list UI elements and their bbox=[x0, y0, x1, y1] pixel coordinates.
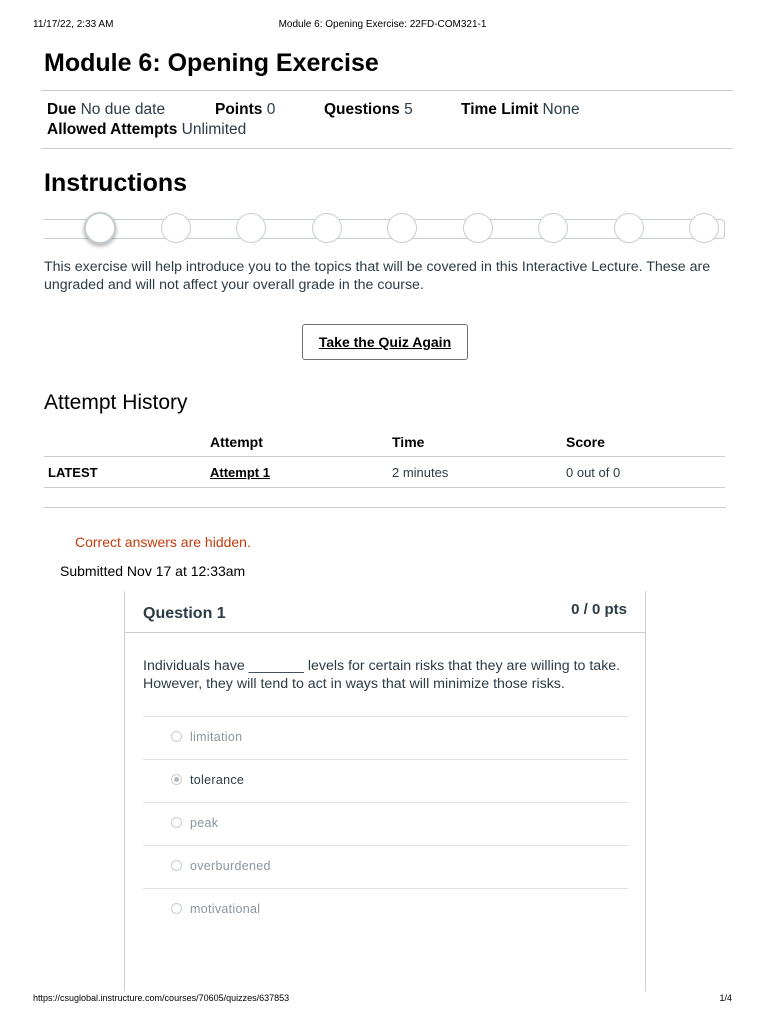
print-url: https://csuglobal.instructure.com/courses/70605/quizzes/637853 bbox=[33, 993, 290, 1003]
print-page-number: 1/4 bbox=[719, 993, 732, 1003]
answer-option[interactable] bbox=[143, 845, 628, 888]
answer-label: limitation bbox=[190, 730, 243, 744]
column-header-score: Score bbox=[566, 427, 725, 457]
attempt-history-heading: Attempt History bbox=[44, 391, 188, 414]
progress-step[interactable] bbox=[84, 212, 116, 244]
answer-label: motivational bbox=[190, 902, 261, 916]
radio-button[interactable] bbox=[171, 860, 182, 871]
time-limit-label: Time Limit bbox=[461, 101, 539, 118]
attempts-label: Allowed Attempts bbox=[47, 121, 178, 138]
answers-hidden-notice: Correct answers are hidden. bbox=[75, 534, 251, 550]
answer-label: overburdened bbox=[190, 859, 271, 873]
divider bbox=[41, 90, 733, 91]
print-header bbox=[33, 19, 732, 31]
points-value: 0 bbox=[266, 101, 276, 118]
page-title: Module 6: Opening Exercise bbox=[44, 49, 379, 77]
question-text: Individuals have _______ levels for certain risks that they are willing to take. However, they will tend to act in ways that will minimize those risks. bbox=[143, 658, 621, 692]
meta-allowed-attempts bbox=[47, 120, 246, 140]
divider bbox=[41, 148, 733, 149]
print-footer bbox=[33, 993, 732, 1005]
table-row bbox=[44, 457, 725, 488]
answer-option[interactable] bbox=[143, 802, 628, 845]
answer-label: peak bbox=[190, 816, 219, 830]
meta-points bbox=[215, 100, 275, 120]
attempt-history-table bbox=[44, 427, 725, 488]
attempts-value: Unlimited bbox=[181, 121, 247, 138]
progress-step[interactable] bbox=[614, 213, 644, 243]
answer-option[interactable] bbox=[143, 759, 628, 802]
progress-step[interactable] bbox=[387, 213, 417, 243]
divider bbox=[44, 507, 726, 508]
attempt-score: 0 out of 0 bbox=[566, 457, 725, 488]
radio-button[interactable] bbox=[171, 817, 182, 828]
due-value: No due date bbox=[80, 101, 166, 118]
meta-questions bbox=[324, 100, 413, 120]
question-name: Question 1 bbox=[143, 605, 226, 622]
radio-button[interactable] bbox=[171, 731, 182, 742]
progress-step[interactable] bbox=[236, 213, 266, 243]
submitted-timestamp: Submitted Nov 17 at 12:33am bbox=[60, 563, 246, 579]
question-header bbox=[125, 591, 645, 633]
column-header-time: Time bbox=[392, 427, 566, 457]
table-header-row bbox=[44, 427, 725, 457]
progress-step[interactable] bbox=[161, 213, 191, 243]
answer-option[interactable] bbox=[143, 716, 628, 759]
radio-button[interactable] bbox=[171, 774, 182, 785]
time-limit-value: None bbox=[542, 101, 580, 118]
meta-time-limit bbox=[461, 100, 580, 120]
progress-step[interactable] bbox=[538, 213, 568, 243]
progress-step[interactable] bbox=[463, 213, 493, 243]
answer-label: tolerance bbox=[190, 773, 245, 787]
questions-value: 5 bbox=[404, 101, 413, 118]
radio-button[interactable] bbox=[171, 903, 182, 914]
answer-option[interactable] bbox=[143, 888, 628, 931]
points-label: Points bbox=[215, 101, 263, 118]
instructions-text: This exercise will help introduce you to the topics that will be covered in this Interactive Lecture. These are ungraded and will not affect your overall grade in the course. bbox=[44, 259, 711, 293]
meta-due bbox=[47, 100, 165, 120]
progress-step[interactable] bbox=[689, 213, 719, 243]
column-header bbox=[44, 427, 210, 457]
questions-label: Questions bbox=[324, 101, 400, 118]
latest-label: LATEST bbox=[44, 457, 210, 488]
progress-step[interactable] bbox=[312, 213, 342, 243]
column-header-attempt: Attempt bbox=[210, 427, 392, 457]
take-quiz-again-button[interactable]: Take the Quiz Again bbox=[302, 324, 468, 360]
print-date: 11/17/22, 2:33 AM bbox=[33, 19, 114, 30]
print-page-title: Module 6: Opening Exercise: 22FD-COM321-1 bbox=[278, 19, 487, 30]
question-points: 0 / 0 pts bbox=[571, 601, 627, 618]
attempt-time: 2 minutes bbox=[392, 457, 566, 488]
answer-list bbox=[143, 716, 628, 931]
progress-stepper bbox=[44, 211, 725, 245]
due-label: Due bbox=[47, 101, 77, 118]
question-card bbox=[124, 591, 646, 991]
instructions-heading: Instructions bbox=[44, 169, 188, 197]
attempt-link[interactable]: Attempt 1 bbox=[210, 464, 270, 480]
